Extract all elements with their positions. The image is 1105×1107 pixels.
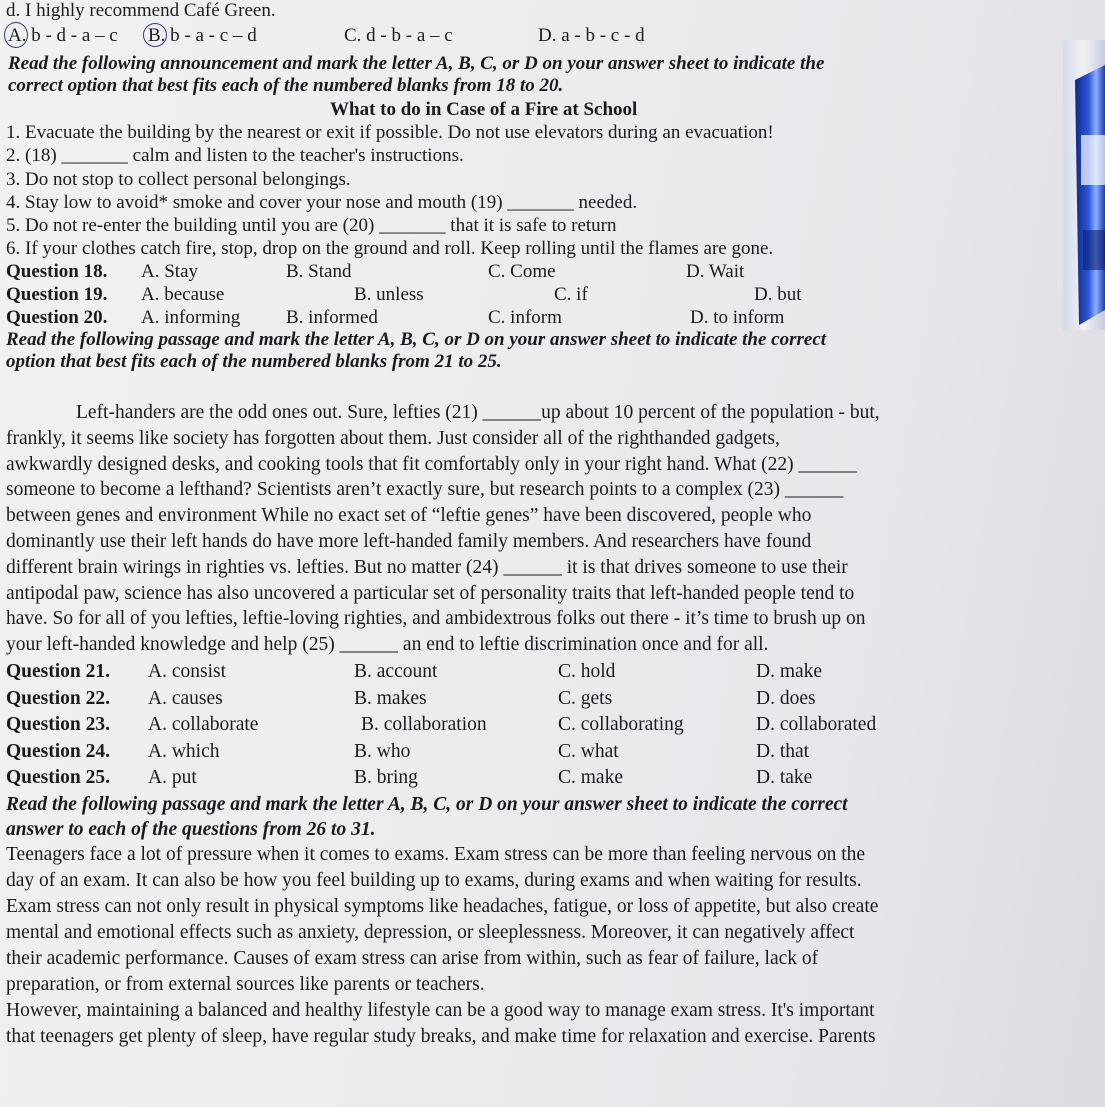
pen-circle-mark-a bbox=[4, 22, 28, 48]
section2-instruction-line1: Read the following passage and mark the letter A, B, C, or D on your answer sheet to indicate the correct bbox=[6, 329, 827, 350]
question-label: Question 21. bbox=[6, 661, 111, 682]
answer-option-d: D. take bbox=[756, 767, 813, 788]
answer-option-b: B. bring bbox=[354, 767, 418, 788]
question-label: Question 22. bbox=[6, 688, 111, 709]
answer-option-c: C. hold bbox=[558, 661, 616, 682]
fire-instruction-item: 1. Evacuate the building by the nearest or exit if possible. Do not use elevators during an evacuation! bbox=[6, 122, 774, 143]
fire-instruction-item: 3. Do not stop to collect personal belongings. bbox=[6, 169, 351, 190]
answer-option-c: C. gets bbox=[558, 688, 613, 709]
section1-instruction-line2: correct option that best fits each of the numbered blanks from 18 to 20. bbox=[8, 75, 564, 96]
answer-option-b: B. makes bbox=[354, 688, 427, 709]
fire-instruction-item: 5. Do not re-enter the building until you are (20) _______ that it is safe to return bbox=[6, 215, 617, 236]
section1-instruction-line1: Read the following announcement and mark the letter A, B, C, or D on your answer sheet to indicate the bbox=[8, 53, 825, 74]
answer-option-d: D. that bbox=[756, 741, 810, 762]
passage-line: However, maintaining a balanced and healthy lifestyle can be a good way to manage exam stress. It's important bbox=[6, 1000, 875, 1021]
passage-line: your left-handed knowledge and help (25) ______ an end to leftie discrimination once and for all. bbox=[6, 634, 769, 656]
ordering-option-d: D. a - b - c - d bbox=[538, 25, 645, 46]
fire-instruction-item: 6. If your clothes catch fire, stop, drop on the ground and roll. Keep rolling until the flames are gone. bbox=[6, 238, 774, 259]
passage-line: awkwardly designed desks, and cooking tools that fit comfortably only in your right hand. What (22) ______ bbox=[6, 453, 857, 475]
answer-option-b: B. unless bbox=[354, 284, 424, 305]
section3-instruction-line1: Read the following passage and mark the letter A, B, C, or D on your answer sheet to indicate the correct bbox=[6, 794, 848, 815]
left-handers-passage bbox=[6, 400, 1016, 658]
question-label: Question 25. bbox=[6, 767, 111, 788]
answer-option-c: C. Come bbox=[488, 261, 556, 282]
section1-heading: What to do in Case of a Fire at School bbox=[330, 99, 638, 120]
passage-line: day of an exam. It can also be how you feel building up to exams, during exams and when waiting for results. bbox=[6, 870, 862, 891]
section3-instruction-line2: answer to each of the questions from 26 to 31. bbox=[6, 819, 376, 840]
passage-line: Exam stress can not only result in physical symptoms like headaches, fatigue, or loss of appetite, but also create bbox=[6, 896, 879, 917]
fire-instruction-item: 4. Stay low to avoid* smoke and cover your nose and mouth (19) _______ needed. bbox=[6, 192, 638, 213]
question-label: Question 20. bbox=[6, 307, 108, 328]
answer-option-b: B. account bbox=[354, 661, 438, 682]
exam-stress-passage bbox=[6, 842, 1016, 1050]
passage-line: between genes and environment While no exact set of “leftie genes” have been discovered, people who bbox=[6, 505, 812, 527]
answer-option-b: B. Stand bbox=[286, 261, 352, 282]
answer-option-c: C. inform bbox=[488, 307, 562, 328]
passage-line: someone to become a lefthand? Scientists aren’t exactly sure, but research points to a complex (23) ______ bbox=[6, 479, 844, 501]
ordering-option-b: B. b - a - c – d bbox=[148, 25, 257, 46]
ordering-option-a: A. b - d - a – c bbox=[8, 25, 118, 46]
ordering-option-c: C. d - b - a – c bbox=[344, 25, 453, 46]
answer-option-c: C. make bbox=[558, 767, 623, 788]
option-d-sentence: d. I highly recommend Café Green. bbox=[6, 0, 276, 21]
section2-instruction-line2: option that best fits each of the numbered blanks from 21 to 25. bbox=[6, 351, 502, 372]
passage-line: antipodal paw, science has also uncovered a particular set of personality traits that left-handed people tend to bbox=[6, 582, 855, 604]
question-label: Question 24. bbox=[6, 741, 111, 762]
question-label: Question 19. bbox=[6, 284, 108, 305]
answer-option-a: A. put bbox=[148, 767, 197, 788]
passage-line: that teenagers get plenty of sleep, have regular study breaks, and make time for relaxation and exercise. Parents bbox=[6, 1026, 876, 1047]
answer-option-a: A. informing bbox=[141, 307, 241, 328]
answer-option-b: B. collaboration bbox=[361, 714, 487, 735]
answer-option-d: D. but bbox=[754, 284, 802, 305]
blue-pen-image bbox=[1045, 40, 1105, 330]
passage-line: have. So for all of you lefties, leftie-loving righties, and ambidextrous folks out there - it’s time to brush up on bbox=[6, 608, 866, 630]
answer-option-d: D. to inform bbox=[690, 307, 785, 328]
question-label: Question 23. bbox=[6, 714, 111, 735]
passage-line: frankly, it seems like society has forgotten about them. Just consider all of the righthanded gadgets, bbox=[6, 427, 780, 449]
answer-option-c: C. collaborating bbox=[558, 714, 684, 735]
answer-option-b: B. informed bbox=[286, 307, 378, 328]
passage-line: different brain wirings in righties vs. lefties. But no matter (24) ______ it is that drives someone to use their bbox=[6, 556, 848, 578]
answer-option-a: A. because bbox=[141, 284, 225, 305]
answer-option-a: A. consist bbox=[148, 661, 226, 682]
answer-option-c: C. if bbox=[554, 284, 588, 305]
answer-option-d: D. Wait bbox=[686, 261, 745, 282]
answer-option-a: A. which bbox=[148, 741, 220, 762]
fire-instruction-item: 2. (18) _______ calm and listen to the teacher's instructions. bbox=[6, 145, 464, 166]
passage-line: mental and emotional effects such as anxiety, depression, or sleeplessness. Moreover, it can negatively affect bbox=[6, 922, 855, 943]
passage-line: dominantly use their left hands do have more left-handed family members. And researchers have found bbox=[6, 530, 812, 552]
answer-option-a: A. Stay bbox=[141, 261, 198, 282]
passage-line: their academic performance. Causes of exam stress can arise from within, such as fear of failure, lack of bbox=[6, 948, 819, 969]
answer-option-a: A. collaborate bbox=[148, 714, 259, 735]
answer-option-c: C. what bbox=[558, 741, 619, 762]
question-label: Question 18. bbox=[6, 261, 108, 282]
answer-option-d: D. does bbox=[756, 688, 816, 709]
answer-option-d: D. make bbox=[756, 661, 823, 682]
answer-option-d: D. collaborated bbox=[756, 714, 877, 735]
passage-line: Teenagers face a lot of pressure when it comes to exams. Exam stress can be more than feeling nervous on the bbox=[6, 844, 866, 865]
passage-line: preparation, or from external sources like parents or teachers. bbox=[6, 974, 485, 995]
passage-line: Left-handers are the odd ones out. Sure, lefties (21) ______up about 10 percent of the population - but, bbox=[76, 402, 880, 423]
answer-option-a: A. causes bbox=[148, 688, 223, 709]
answer-option-b: B. who bbox=[354, 741, 411, 762]
pen-circle-mark-b bbox=[143, 23, 167, 47]
